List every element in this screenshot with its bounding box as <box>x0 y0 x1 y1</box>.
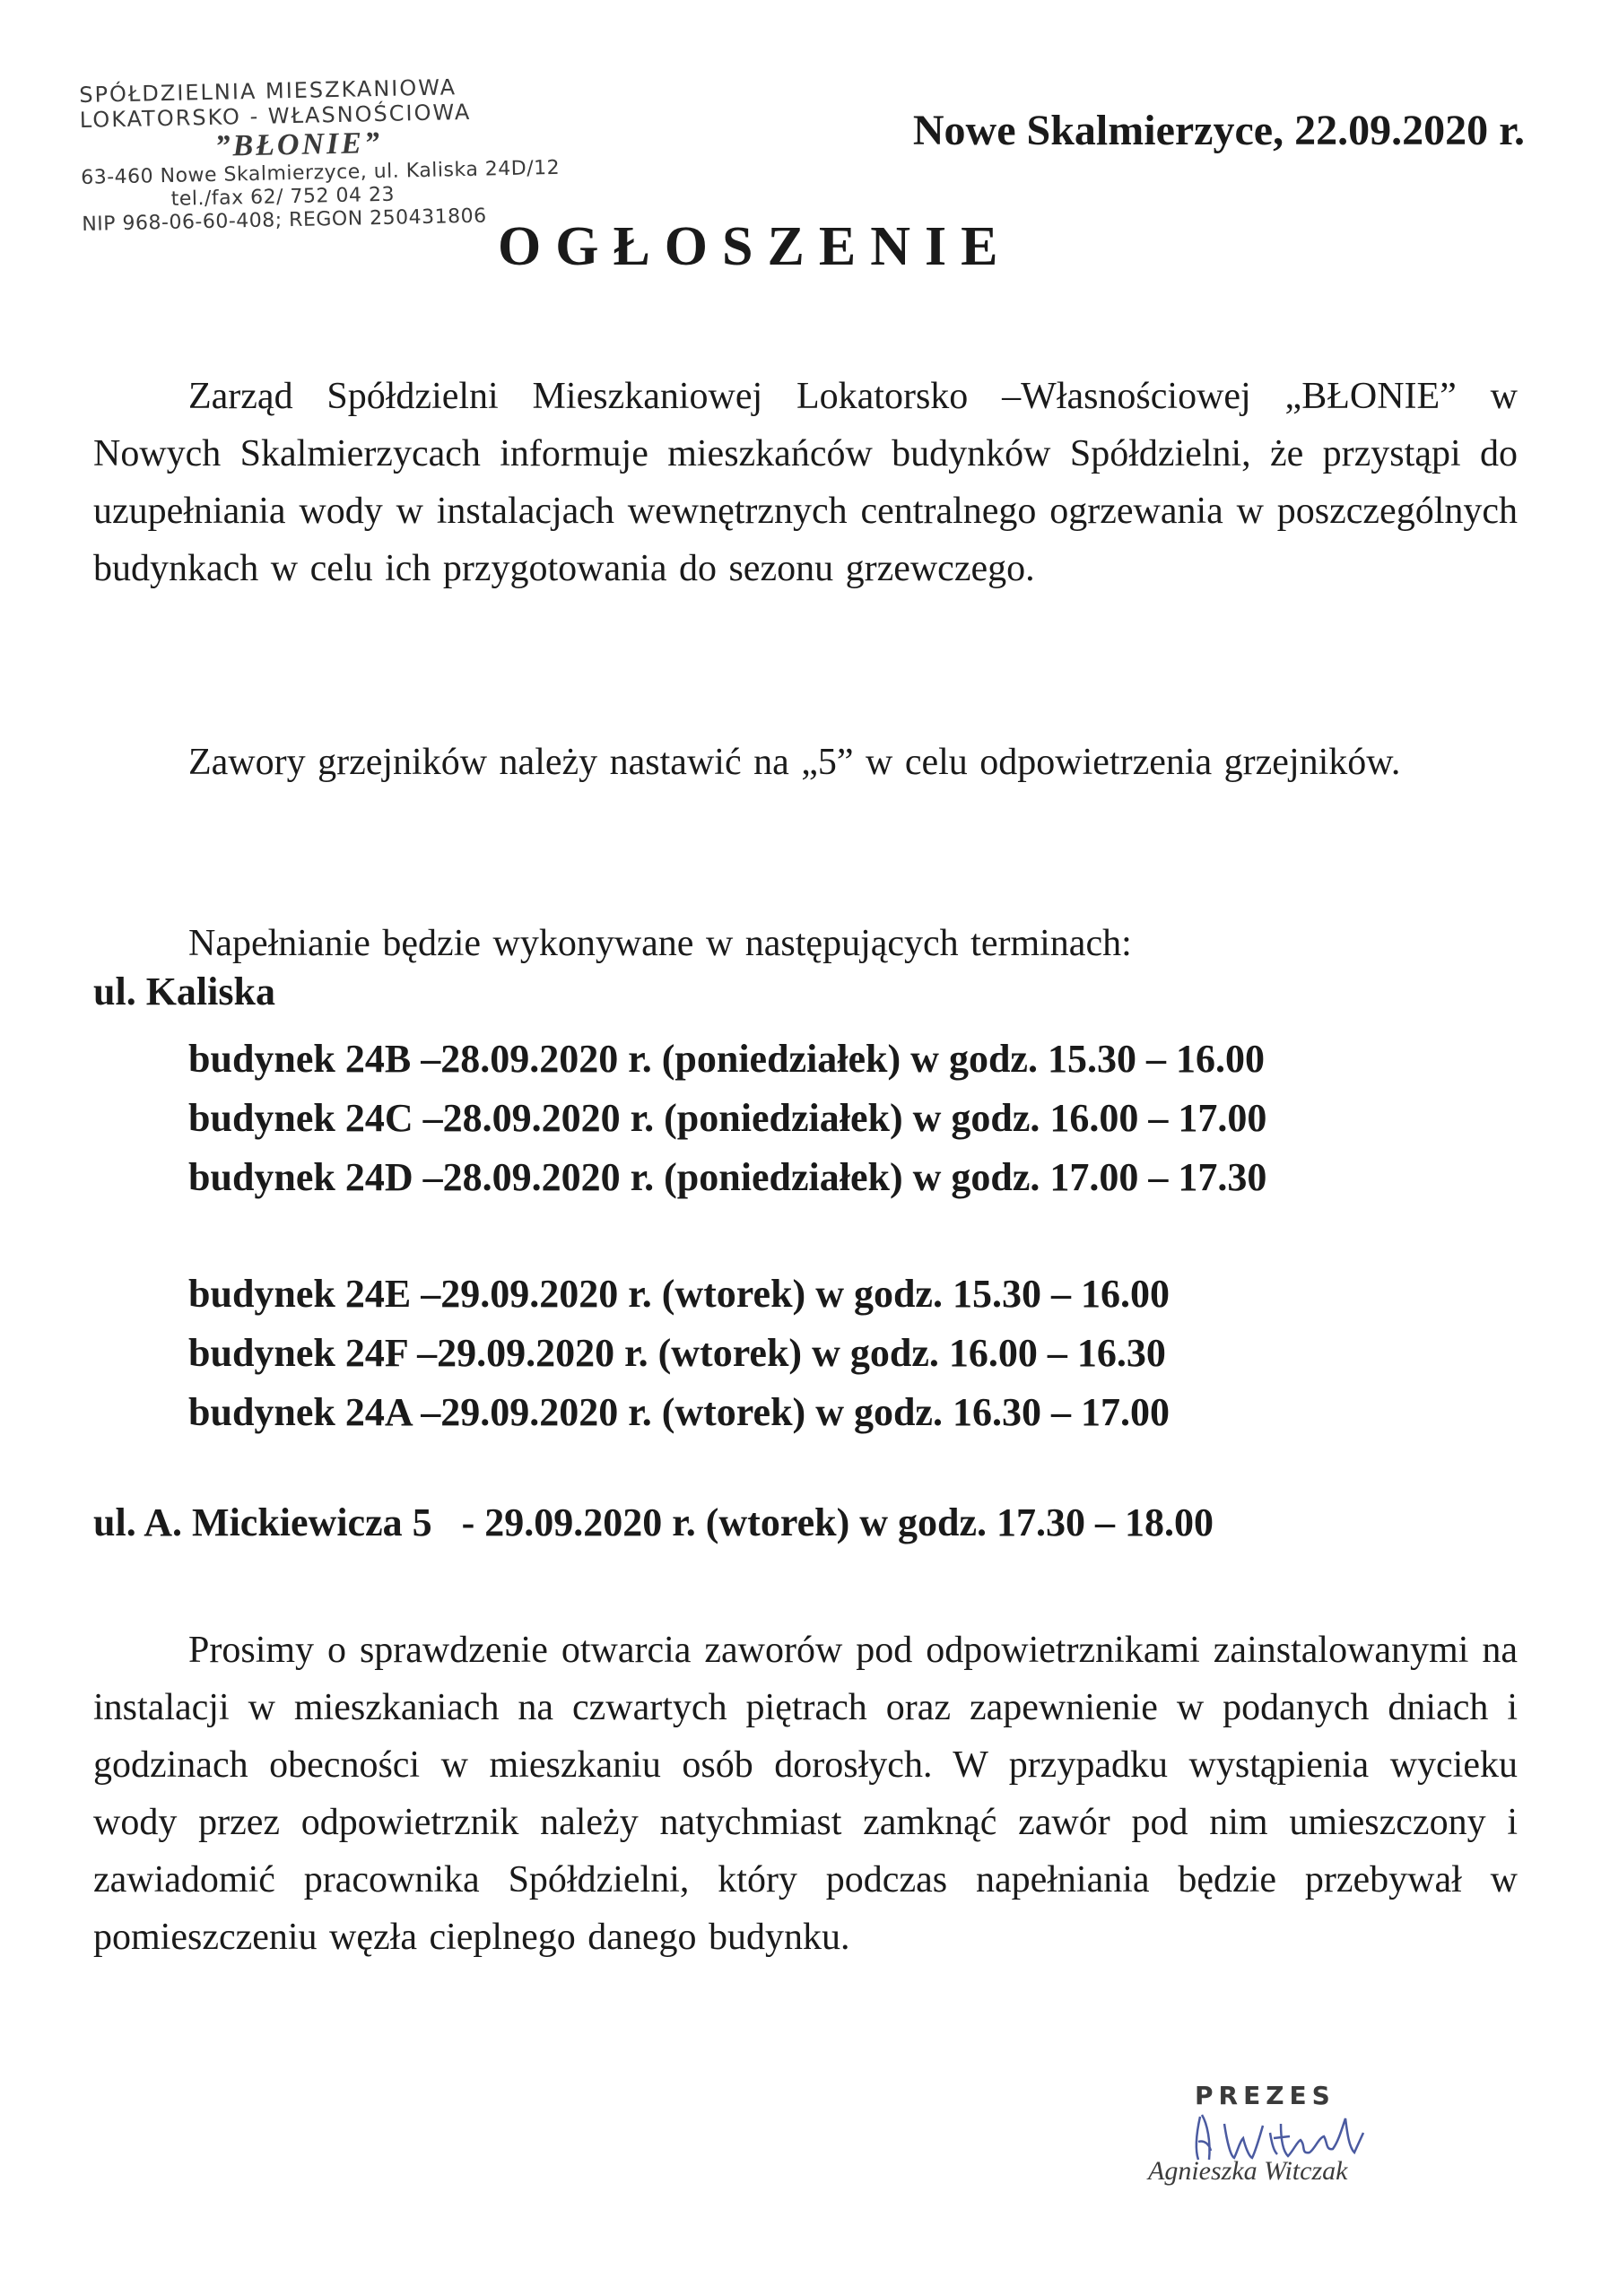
request-paragraph-block <box>93 1622 1518 1966</box>
intro-paragraph-block <box>93 368 1518 597</box>
valves-paragraph: Zawory grzejników należy nastawić na „5” w celu odpowietrzenia grzejników. <box>188 742 1401 783</box>
stamp-phone: tel./fax 62/ 752 04 23 <box>170 183 396 211</box>
signature-block <box>1148 2081 1417 2215</box>
stamp-name: ”BŁONIE” <box>214 126 383 163</box>
cooperative-stamp <box>79 72 584 237</box>
stamp-line-1: SPÓŁDZIELNIA MIESZKANIOWA <box>79 74 457 108</box>
stamp-address: 63-460 Nowe Skalmierzyce, ul. Kaliska 24D/12 <box>80 156 561 189</box>
schedule-row: budynek 24F –29.09.2020 r. (wtorek) w godz. 16.00 – 16.30 <box>188 1331 1166 1375</box>
stamp-ids: NIP 968-06-60-408; REGON 250431806 <box>82 204 487 236</box>
schedule-group-2 <box>188 1265 1170 1442</box>
schedule-row: budynek 24C –28.09.2020 r. (poniedziałek) w godz. 16.00 – 17.00 <box>188 1096 1267 1140</box>
valves-paragraph-block <box>93 734 1518 791</box>
street-kaliska: ul. Kaliska <box>93 970 275 1013</box>
document-title: OGŁOSZENIE <box>498 216 1013 277</box>
schedule-row: budynek 24E –29.09.2020 r. (wtorek) w godz. 15.30 – 16.00 <box>188 1272 1170 1316</box>
schedule-row: budynek 24D –28.09.2020 r. (poniedziałek) w godz. 17.00 – 17.30 <box>188 1155 1267 1199</box>
document-date: Nowe Skalmierzyce, 22.09.2020 r. <box>912 107 1525 154</box>
schedule-row: budynek 24A –29.09.2020 r. (wtorek) w godz. 16.30 – 17.00 <box>188 1390 1170 1434</box>
schedule-intro: Napełnianie będzie wykonywane w następujących terminach: <box>188 923 1132 964</box>
schedule-group-1 <box>188 1030 1266 1207</box>
schedule-intro-block <box>93 915 1518 972</box>
schedule-row: budynek 24B –28.09.2020 r. (poniedziałek) w godz. 15.30 – 16.00 <box>188 1037 1265 1081</box>
intro-paragraph: Zarząd Spółdzielni Mieszkaniowej Lokatorsko –Własnościowej „BŁONIE” w Nowych Skalmierzycach informuje mieszkańców budynków Spółdzielni, że przystąpi do uzupełniania wody w instalacjach wewnętrznych centralnego ogrzewania w poszczególnych budynkach w celu ich przygotowania do sezonu grzewczego. <box>93 376 1518 589</box>
stamp-line-2: LOKATORSKO - WŁASNOŚCIOWA <box>79 99 472 133</box>
request-paragraph: Prosimy o sprawdzenie otwarcia zaworów pod odpowietrznikami zainstalowanymi na instalacji w mieszkaniach na czwartych piętrach oraz zapewnienie w podanych dniach i godzinach obecności w mieszkaniu osób dorosłych. W przypadku wystąpienia wycieku wody przez odpowietrznik należy natychmiast zamknąć zawór pod nim umieszczony i zawiadomić pracownika Spółdzielni, który podczas napełniania będzie przebywał w pomieszczeniu węzła cieplnego danego budynku. <box>93 1630 1518 1958</box>
signature-title: PREZES <box>1195 2081 1336 2110</box>
street-mickiewicza-schedule: ul. A. Mickiewicza 5 - 29.09.2020 r. (wtorek) w godz. 17.30 – 18.00 <box>93 1500 1214 1544</box>
signature-name: Agnieszka Witczak <box>1148 2156 1348 2186</box>
